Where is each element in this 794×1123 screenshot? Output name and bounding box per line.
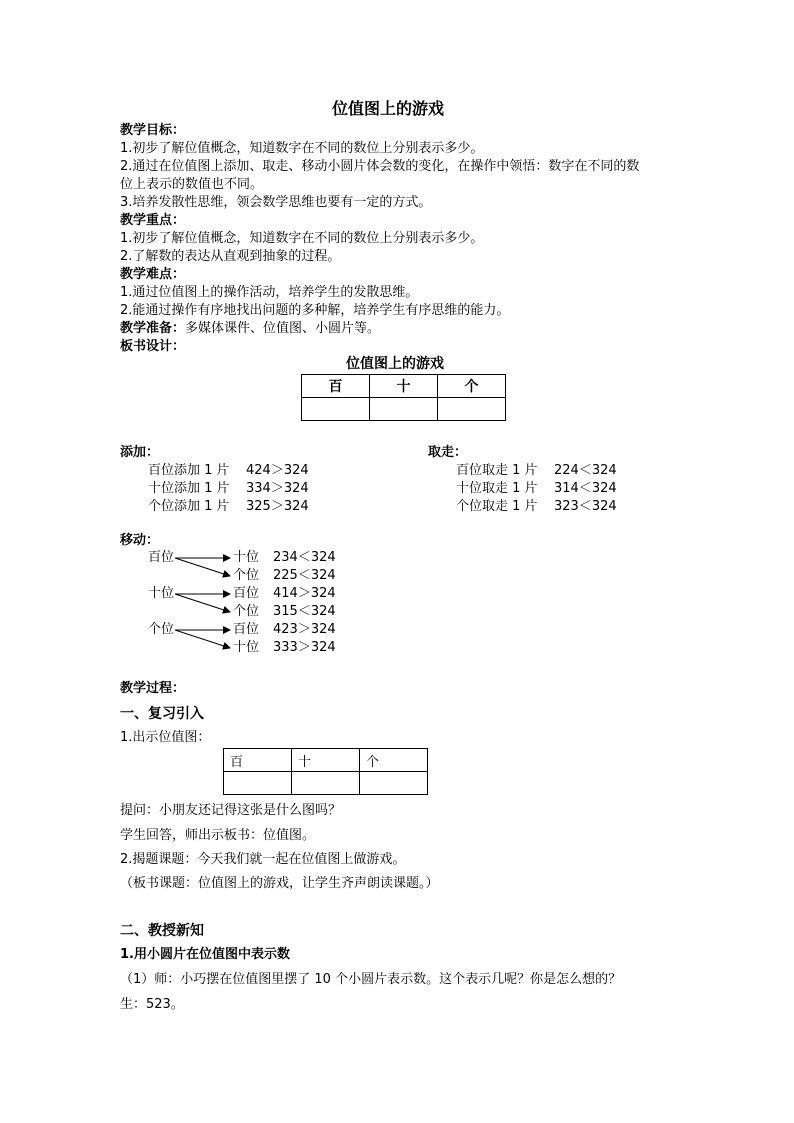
move-to: 百位 [233,586,260,601]
objective-line: 位上表示的数值也不同。 [120,177,264,192]
preparation-heading: 教学准备： [120,321,186,336]
remove-heading: 取走： [428,445,468,460]
move-to: 百位 [233,622,260,637]
remove-expr: 224＜324 [554,463,617,478]
empty-cell [224,772,292,795]
add-label: 个位添加 1 片 [148,499,230,514]
section1-heading: 一、复习引入 [120,706,204,722]
objective-line: 2.通过在位值图上添加、取走、移动小圆片体会数的变化，在操作中领悟：数字在不同的数 [120,159,640,174]
move-from: 十位 [148,586,175,601]
section1-line: 学生回答，师出示板书：位值图。 [120,828,316,843]
move-to: 个位 [233,604,260,619]
move-expr: 234＜324 [273,550,336,565]
remove-label: 百位取走 1 片 [456,463,538,478]
column-ones: 个 [360,749,428,772]
remove-label: 十位取走 1 片 [456,481,538,496]
empty-cell [360,772,428,795]
move-expr: 414＞324 [273,586,336,601]
difficulty-line: 2.能通过操作有序地找出问题的多种解，培养学生有序思维的能力。 [120,303,510,318]
column-ones: 个 [438,375,506,398]
arrow-line [175,630,230,648]
move-expr: 333＞324 [273,640,336,655]
move-expr: 423＞324 [273,622,336,637]
section2-line: 生：523。 [120,997,184,1012]
column-tens: 十 [292,749,360,772]
remove-label: 个位取走 1 片 [456,499,538,514]
column-hundreds: 百 [302,375,370,398]
difficulty-line: 1.通过位值图上的操作活动，培养学生的发散思维。 [120,285,419,300]
move-to: 十位 [233,640,260,655]
board-heading: 板书设计： [120,339,186,354]
preparation-text: 多媒体课件、位值图、小圆片等。 [185,321,381,336]
objective-line: 1.初步了解位值概念，知道数字在不同的数位上分别表示多少。 [120,141,484,156]
move-heading: 移动： [120,533,160,548]
move-expr: 225＜324 [273,568,336,583]
key-points-heading: 教学重点： [120,213,186,228]
process-heading: 教学过程： [120,681,186,696]
section1-line: 2.揭题课题：今天我们就一起在位值图上做游戏。 [120,852,406,867]
move-to: 个位 [233,568,260,583]
move-expr: 315＜324 [273,604,336,619]
column-tens: 十 [370,375,438,398]
section2-line: （1）师：小巧摆在位值图里摆了 10 个小圆片表示数。这个表示几呢？你是怎么想的？ [120,972,622,987]
section2-heading: 二、教授新知 [120,923,204,939]
objective-line: 3.培养发散性思维，领会数学思维也要有一定的方式。 [120,195,432,210]
remove-expr: 323＜324 [554,499,617,514]
arrow-line [175,594,230,612]
add-expr: 325＞324 [246,499,309,514]
add-label: 百位添加 1 片 [148,463,230,478]
move-from: 个位 [148,622,175,637]
page-title: 位值图上的游戏 [332,99,445,118]
board-title: 位值图上的游戏 [346,356,444,372]
empty-cell [292,772,360,795]
key-point-line: 2.了解数的表达从直观到抽象的过程。 [120,249,341,264]
column-hundreds: 百 [224,749,292,772]
section2-subheading: 1.用小圆片在位值图中表示数 [120,947,290,962]
add-heading: 添加： [120,445,160,460]
add-expr: 334＞324 [246,481,309,496]
section1-show: 1.出示位值图： [120,730,211,745]
add-label: 十位添加 1 片 [148,481,230,496]
section1-line: （板书课题：位值图上的游戏，让学生齐声朗读课题。） [120,876,439,891]
difficulties-heading: 教学难点： [120,267,186,282]
key-point-line: 1.初步了解位值概念，知道数字在不同的数位上分别表示多少。 [120,231,484,246]
arrow-line [175,558,230,576]
objectives-heading: 教学目标： [120,123,186,138]
remove-expr: 314＜324 [554,481,617,496]
add-expr: 424＞324 [246,463,309,478]
section1-line: 提问：小朋友还记得这张是什么图吗？ [120,803,342,818]
review-place-value-chart [223,748,428,795]
move-to: 十位 [233,550,260,565]
move-from: 百位 [148,550,175,565]
